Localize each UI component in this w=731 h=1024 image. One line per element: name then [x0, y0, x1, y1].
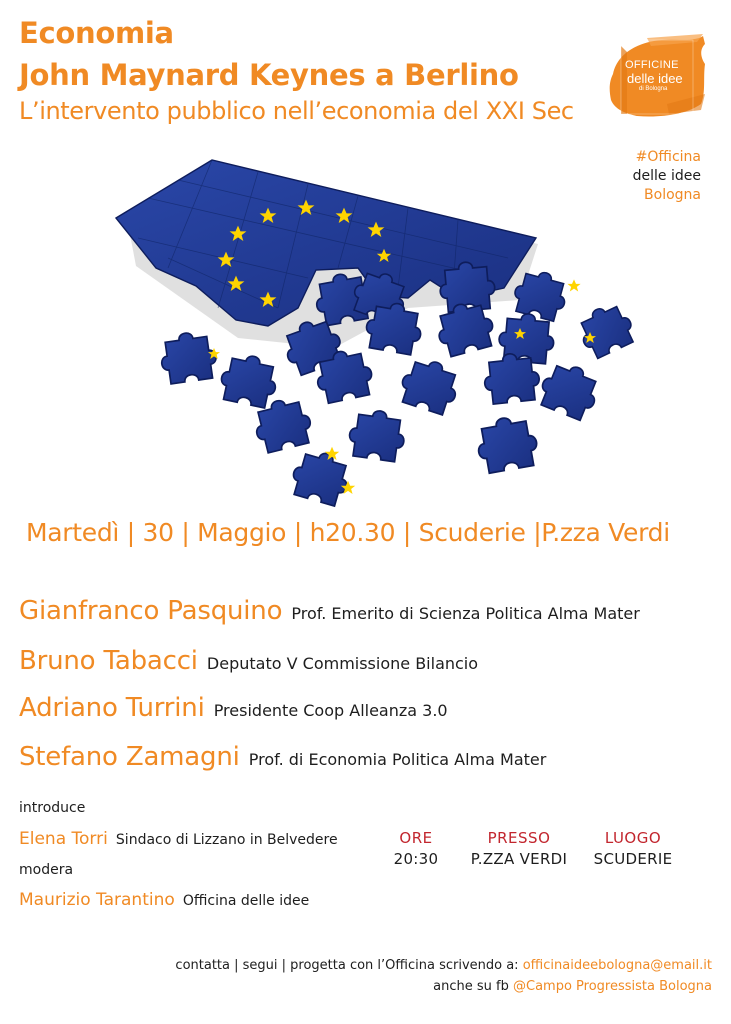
footer-fb-link[interactable]: @Campo Progressista Bologna	[513, 979, 712, 994]
introducer-role: Sindaco di Lizzano in Belvedere	[115, 832, 338, 848]
info-place-label: LUOGO	[604, 829, 662, 847]
footer-social	[433, 979, 712, 994]
speaker-role: Deputato V Commissione Bilancio	[206, 654, 479, 673]
logo-text-line1: OFFICINE	[625, 59, 679, 71]
footer-fb-text: anche su fb	[433, 979, 509, 994]
hashtag-line3: Bologna	[644, 187, 701, 203]
info-venue	[460, 829, 578, 868]
info-venue-label: PRESSO	[487, 829, 551, 847]
moderator-label: modera	[19, 862, 74, 878]
logo-text-line3: di Bologna	[639, 86, 668, 93]
logo-text-line2: delle idee	[627, 70, 683, 86]
speaker-row	[19, 693, 448, 723]
speaker-role: Presidente Coop Alleanza 3.0	[213, 701, 448, 720]
speaker-name: Gianfranco Pasquino	[19, 596, 283, 626]
info-time-value: 20:30	[393, 850, 439, 868]
hashtag-line2: delle idee	[632, 168, 701, 184]
footer-email-link[interactable]: officinaideebologna@email.it	[522, 958, 712, 973]
hashtag-block	[633, 148, 701, 205]
info-place-value: SCUDERIE	[593, 850, 673, 868]
moderator-role: Officina delle idee	[182, 893, 310, 909]
page-title: Economia	[19, 16, 174, 50]
page-title-main: John Maynard Keynes a Berlino	[19, 58, 519, 92]
speaker-role: Prof. di Economia Politica Alma Mater	[248, 750, 547, 769]
speaker-role: Prof. Emerito di Scienza Politica Alma Mater	[291, 604, 640, 623]
officine-logo	[607, 34, 707, 120]
introduce-label: introduce	[19, 800, 86, 816]
info-time-label: ORE	[399, 829, 433, 847]
moderator-row	[19, 890, 309, 910]
eu-puzzle-illustration	[108, 158, 638, 508]
speaker-row	[19, 742, 546, 772]
speaker-name: Stefano Zamagni	[19, 742, 240, 772]
info-venue-value: P.ZZA VERDI	[470, 850, 568, 868]
hashtag-line1: #Officina	[635, 149, 701, 165]
footer-contact	[175, 958, 712, 973]
info-time	[386, 829, 446, 868]
speaker-row	[19, 596, 640, 626]
footer-contact-text: contatta | segui | progetta con l’Officina scrivendo a:	[175, 958, 519, 973]
speaker-row	[19, 646, 478, 676]
eu-flag-puzzle-icon	[108, 158, 638, 508]
info-place	[583, 829, 683, 868]
page-subtitle: L’intervento pubblico nell’economia del XXI Sec	[19, 97, 574, 125]
introducer-name: Elena Torri	[19, 829, 108, 849]
speaker-name: Bruno Tabacci	[19, 646, 198, 676]
moderator-name: Maurizio Tarantino	[19, 890, 175, 910]
event-dateline: Martedì | 30 | Maggio | h20.30 | Scuderie |P.zza Verdi	[26, 518, 670, 547]
speaker-name: Adriano Turrini	[19, 693, 205, 723]
introducer-row	[19, 829, 338, 849]
